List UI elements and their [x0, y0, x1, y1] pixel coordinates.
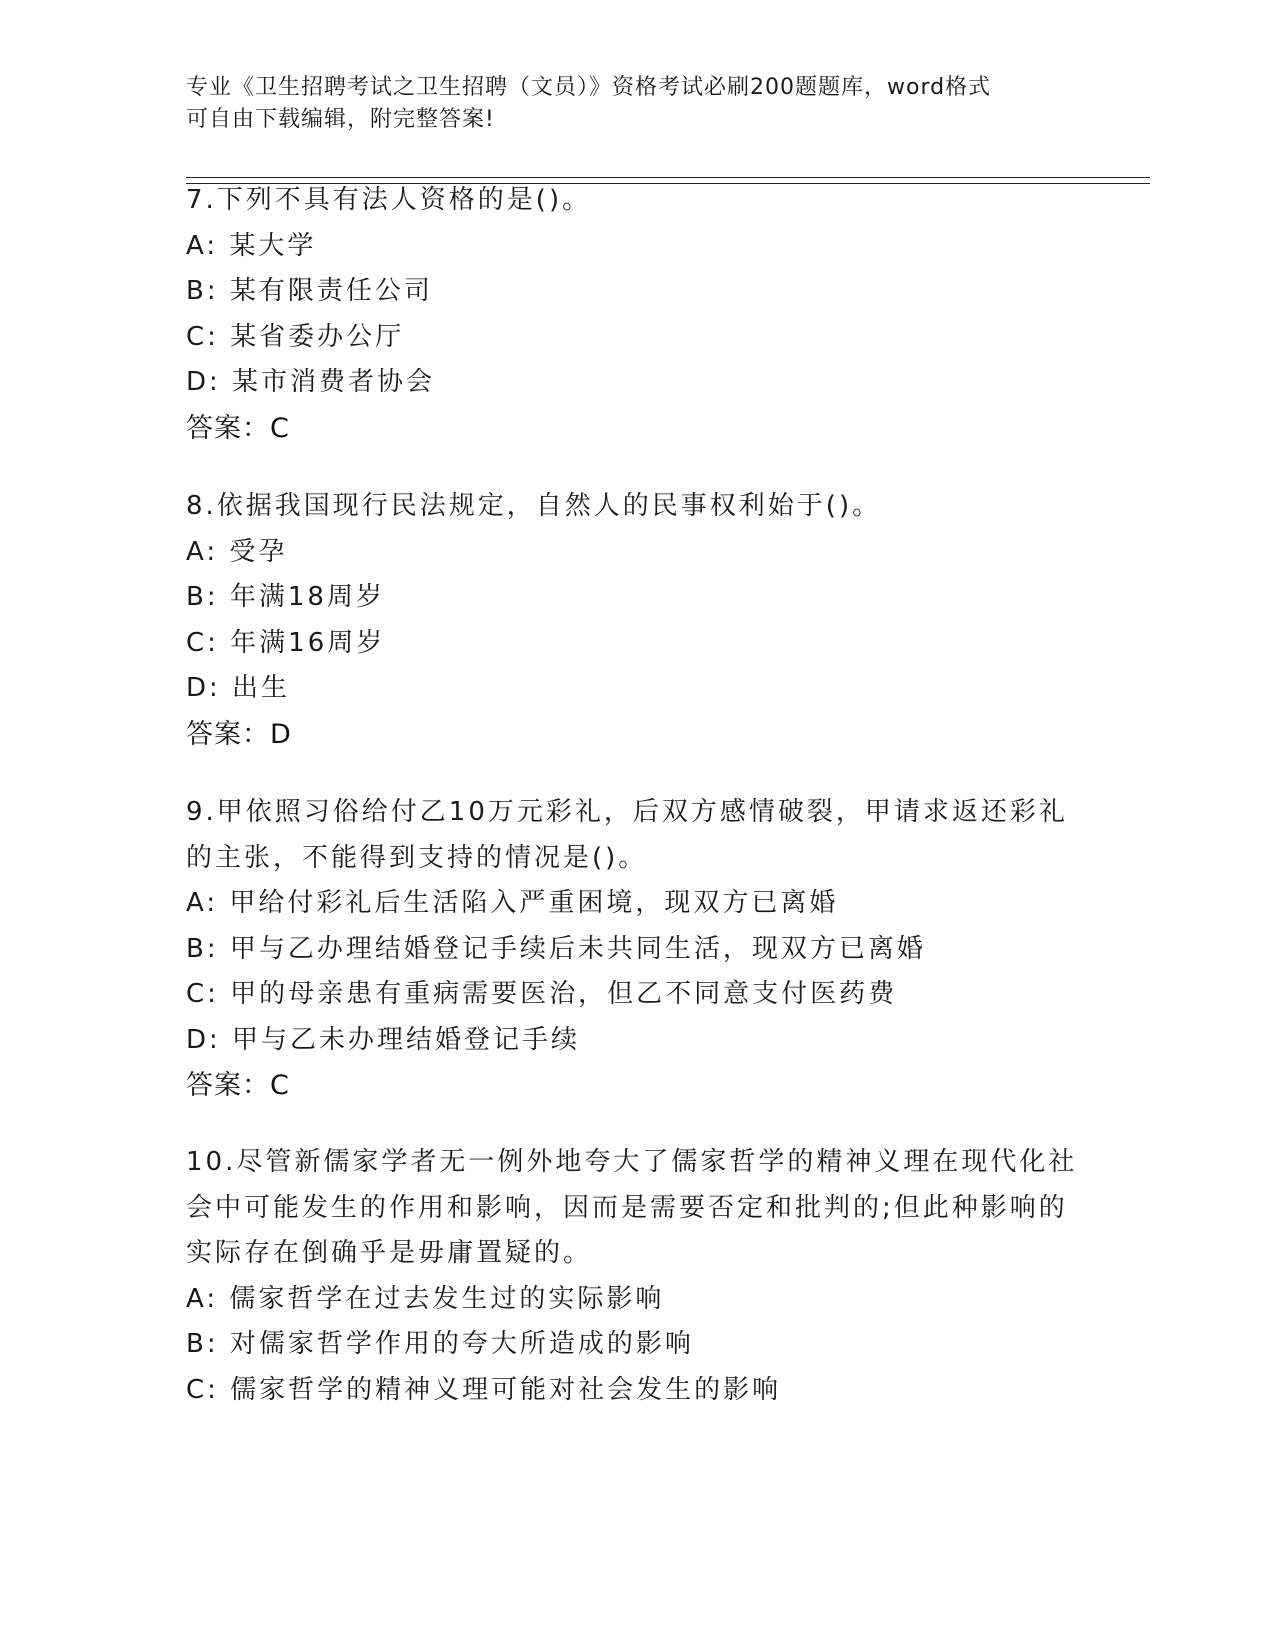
document-header: [186, 72, 1066, 136]
option-c: C: 儒家哲学的精神义理可能对社会发生的影响: [186, 1374, 782, 1405]
option-b: B: 某有限责任公司: [186, 276, 433, 306]
question-8: [186, 484, 1066, 757]
question-7: [186, 178, 1066, 451]
header-line-2: 可自由下载编辑，附完整答案!: [186, 107, 495, 132]
option-a: A: 某大学: [186, 230, 317, 261]
question-stem-line-3: 实际存在倒确乎是毋庸置疑的。: [186, 1238, 593, 1268]
option-d: D: 甲与乙未办理结婚登记手续: [186, 1024, 581, 1055]
question-stem: 7.下列不具有法人资格的是()。: [186, 185, 592, 215]
answer: 答案：C: [186, 1070, 290, 1101]
question-10: [186, 1140, 1078, 1413]
question-stem-line-1: 10.尽管新儒家学者无一例外地夸大了儒家哲学的精神义理在现代化社: [186, 1147, 1078, 1177]
option-c: C: 某省委办公厅: [186, 321, 405, 352]
answer: 答案：D: [186, 718, 292, 750]
option-a: A: 甲给付彩礼后生活陷入严重困境，现双方已离婚: [186, 888, 839, 918]
option-d: D: 出生: [186, 673, 291, 703]
option-d: D: 某市消费者协会: [186, 367, 436, 397]
option-c: C: 甲的母亲患有重病需要医治，但乙不同意支付医药费: [186, 979, 898, 1009]
option-b: B: 年满18周岁: [186, 582, 385, 612]
question-stem-line-1: 9.甲依照习俗给付乙10万元彩礼，后双方感情破裂，甲请求返还彩礼: [186, 797, 1068, 827]
option-b: B: 对儒家哲学作用的夸大所造成的影响: [186, 1329, 694, 1359]
option-a: A: 受孕: [186, 536, 288, 567]
question-stem-line-2: 会中可能发生的作用和影响，因而是需要否定和批判的;但此种影响的: [186, 1192, 1068, 1223]
question-stem-line-2: 的主张，不能得到支持的情况是()。: [186, 842, 648, 873]
option-c: C: 年满16周岁: [186, 627, 386, 658]
option-b: B: 甲与乙办理结婚登记手续后未共同生活，现双方已离婚: [186, 933, 926, 964]
question-9: [186, 790, 1066, 1109]
answer: 答案：C: [186, 412, 290, 444]
header-line-1: 专业《卫生招聘考试之卫生招聘（文员）》资格考试必刷200题题库，word格式: [186, 75, 992, 100]
option-a: A: 儒家哲学在过去发生过的实际影响: [186, 1283, 665, 1314]
question-stem: 8.依据我国现行民法规定，自然人的民事权利始于()。: [186, 491, 882, 521]
